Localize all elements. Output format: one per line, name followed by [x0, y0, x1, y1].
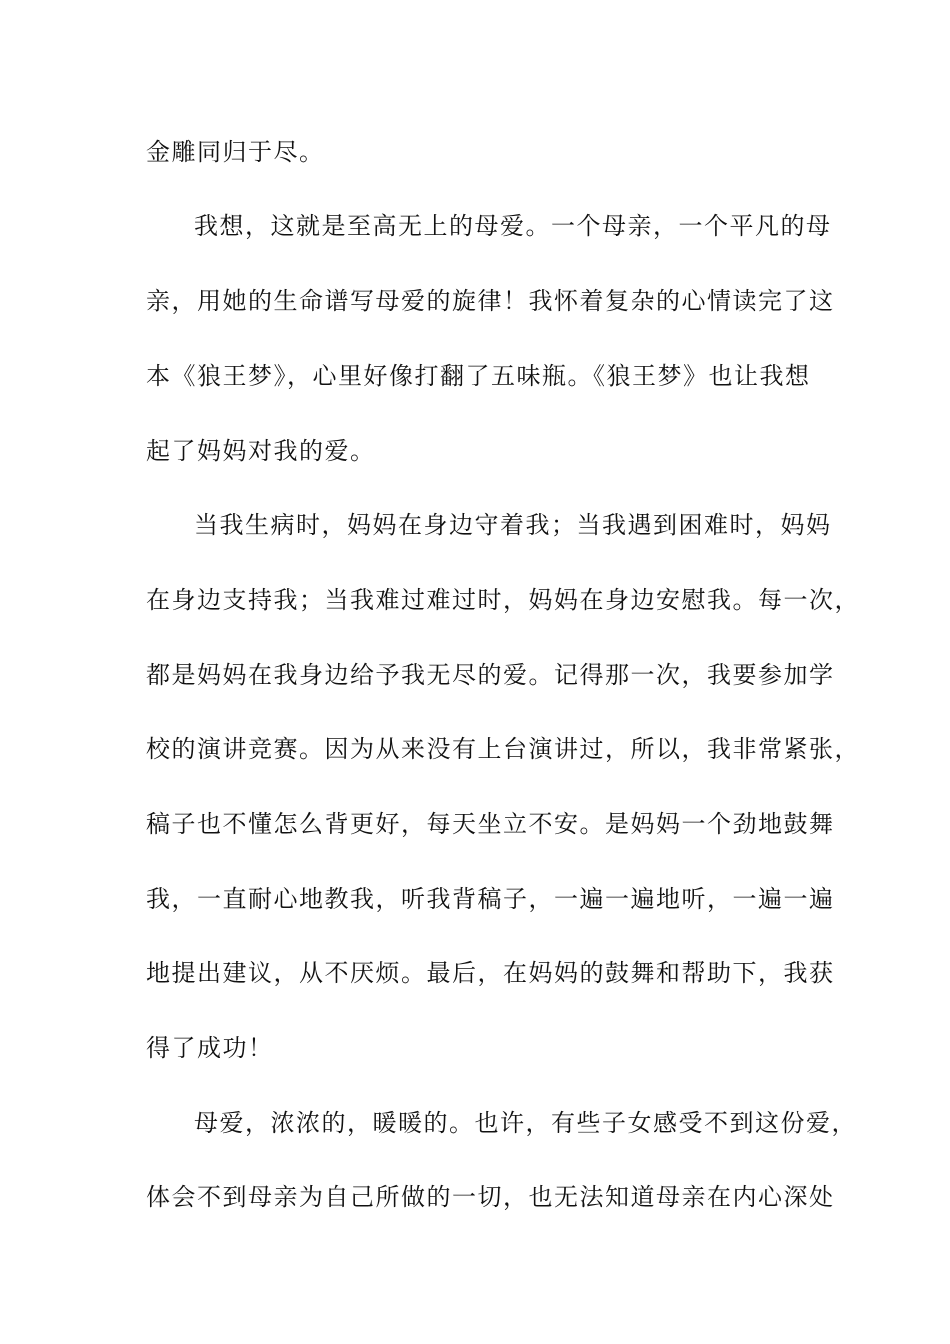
text-line: 我，一直耐心地教我，听我背稿子，一遍一遍地听，一遍一遍 [146, 885, 835, 913]
text-line: 都是妈妈在我身边给予我无尽的爱。记得那一次，我要参加学 [146, 661, 835, 689]
paragraph-start-line: 当我生病时，妈妈在身边守着我；当我遇到困难时，妈妈 [194, 511, 832, 539]
text-line: 起了妈妈对我的爱。 [146, 437, 376, 465]
paragraph-start-line: 我想，这就是至高无上的母爱。一个母亲，一个平凡的母 [194, 212, 832, 240]
text-line: 在身边支持我；当我难过难过时，妈妈在身边安慰我。每一次， [146, 586, 860, 614]
text-line: 亲，用她的生命谱写母爱的旋律！我怀着复杂的心情读完了这 [146, 287, 835, 315]
text-line: 校的演讲竞赛。因为从来没有上台演讲过，所以，我非常紧张， [146, 735, 860, 763]
paragraph-start-line: 母爱，浓浓的，暖暖的。也许，有些子女感受不到这份爱， [194, 1109, 857, 1137]
text-line: 得了成功！ [146, 1034, 274, 1062]
text-line: 地提出建议，从不厌烦。最后，在妈妈的鼓舞和帮助下，我获 [146, 959, 835, 987]
text-line: 金雕同归于尽。 [146, 138, 325, 166]
text-line: 本《狼王梦》，心里好像打翻了五味瓶。《狼王梦》也让我想 [146, 362, 811, 390]
text-line: 体会不到母亲为自己所做的一切，也无法知道母亲在内心深处 [146, 1183, 835, 1211]
text-line: 稿子也不懂怎么背更好，每天坐立不安。是妈妈一个劲地鼓舞 [146, 810, 835, 838]
